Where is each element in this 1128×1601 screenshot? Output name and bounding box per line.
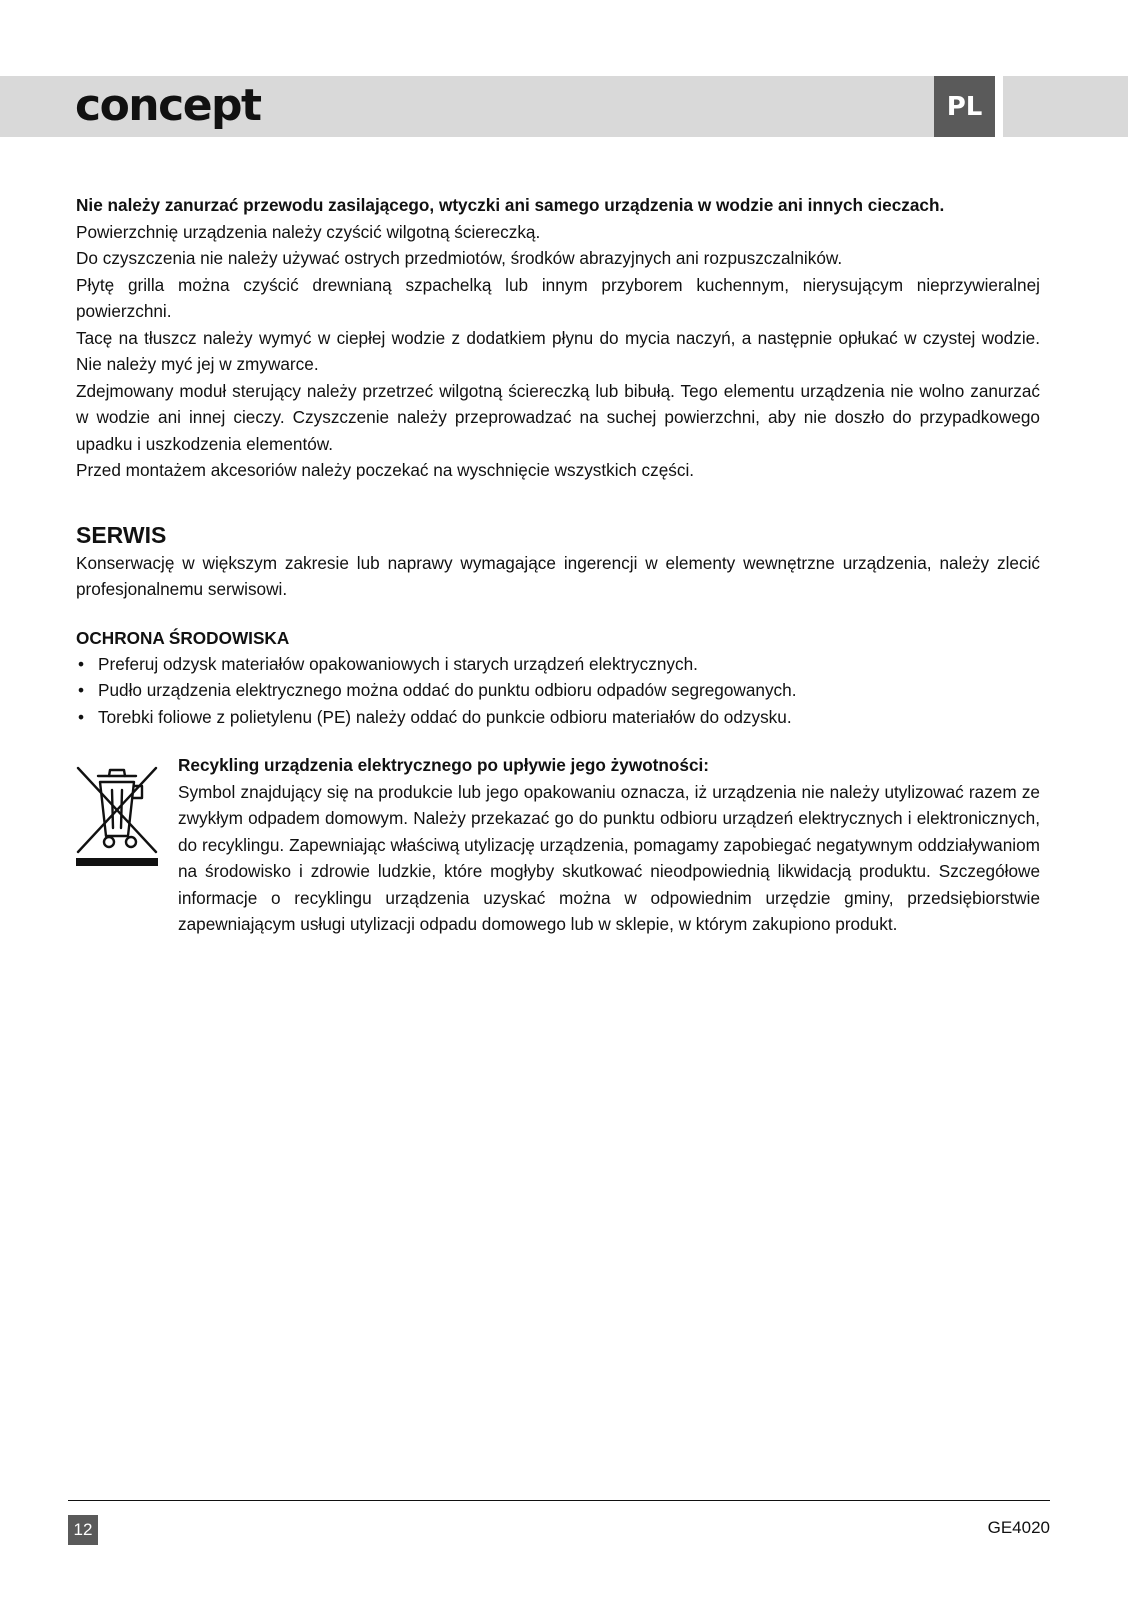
bullet: •: [78, 653, 85, 674]
serwis-heading: SERWIS: [76, 521, 167, 548]
cleaning-paragraph-5: Zdejmowany moduł sterujący należy przetrzeć wilgotną ściereczką lub bibułą. Tego elementu urządzenia nie wolno zanurzać w wodzie ani innej cieczy. Czyszczenie należy przeprowadzać na suchej powierzchni, aby nie doszło do przypadkowego upadku i uszkodzenia elementów.: [76, 380, 1040, 454]
recycling-text: Symbol znajdujący się na produkcie lub jego opakowaniu oznacza, iż urządzenia nie należy utylizować razem ze zwykłym odpadem domowym. Należy przekazać go do punktu odbioru urządzeń elektrycznych i elektronicznych, do recyklingu. Zapewniając właściwą utylizację urządzenia, pomagamy zapobiegać negatywnym oddziaływaniom na środowisko i zdrowie ludzkie, które mogłyby skutkować nieodpowiednią likwidacją produktu. Szczegółowe informacje o recyklingu urządzenia uzyskać można w odpowiednim urzędzie gminy, przedsiębiorstwie zapewniającym usługi utylizacji odpadu domowego lub w sklepie, w którym zakupiono produkt.: [178, 781, 1040, 934]
recycling-heading: Recykling urządzenia elektrycznego po upływie jego żywotności:: [178, 755, 710, 775]
ochrona-heading: OCHRONA ŚRODOWISKA: [76, 627, 290, 648]
list-item: [76, 651, 1040, 678]
list-item-text: Torebki foliowe z polietylenu (PE) należy oddać do punkcie odbioru materiałów do odzysku.: [98, 706, 792, 727]
list-item: [76, 677, 1040, 704]
recycling-text-block: [178, 752, 1040, 938]
cleaning-warning: Nie należy zanurzać przewodu zasilającego, wtyczki ani samego urządzenia w wodzie ani innych cieczach.: [76, 195, 945, 215]
recycling-section: [76, 752, 1040, 938]
list-item-text: Pudło urządzenia elektrycznego można oddać do punktu odbioru odpadów segregowanych.: [98, 680, 797, 700]
brand-logo: concept: [75, 80, 261, 131]
page-number: 12: [68, 1515, 98, 1545]
cleaning-paragraph-4: Tacę na tłuszcz należy wymyć w ciepłej wodzie z dodatkiem płynu do mycia naczyń, a następnie opłukać w czystej wodzie. Nie należy myć jej w zmywarce.: [76, 327, 1040, 374]
ochrona-list: [76, 651, 1040, 731]
list-item: [76, 704, 1040, 731]
list-item-text: Preferuj odzysk materiałów opakowaniowych i starych urządzeń elektrycznych.: [98, 653, 698, 674]
bullet: •: [78, 706, 85, 727]
cleaning-paragraph-1: Powierzchnię urządzenia należy czyścić wilgotną ściereczką.: [76, 221, 541, 242]
footer-divider: [68, 1500, 1050, 1501]
cleaning-paragraph-2: Do czyszczenia nie należy używać ostrych przedmiotów, środków abrazyjnych ani rozpuszczalników.: [76, 248, 843, 268]
language-badge: PL: [934, 76, 995, 137]
serwis-text: Konserwację w większym zakresie lub naprawy wymagające ingerencji w elementy wewnętrzne urządzenia, należy zlecić profesjonalnemu serwisowi.: [76, 552, 1040, 599]
cleaning-paragraph-6: Przed montażem akcesoriów należy poczekać na wyschnięcie wszystkich części.: [76, 460, 695, 480]
main-content: [76, 192, 1040, 938]
bullet: •: [78, 680, 85, 700]
cleaning-paragraph-3: Płytę grilla można czyścić drewnianą szpachelką lub innym przyborem kuchennym, nierysującym nieprzywieralnej powierzchni.: [76, 274, 1040, 321]
model-number: GE4020: [987, 1518, 1050, 1537]
crossed-out-wheelie-bin-icon: [76, 756, 158, 868]
header-divider: [995, 76, 1003, 137]
